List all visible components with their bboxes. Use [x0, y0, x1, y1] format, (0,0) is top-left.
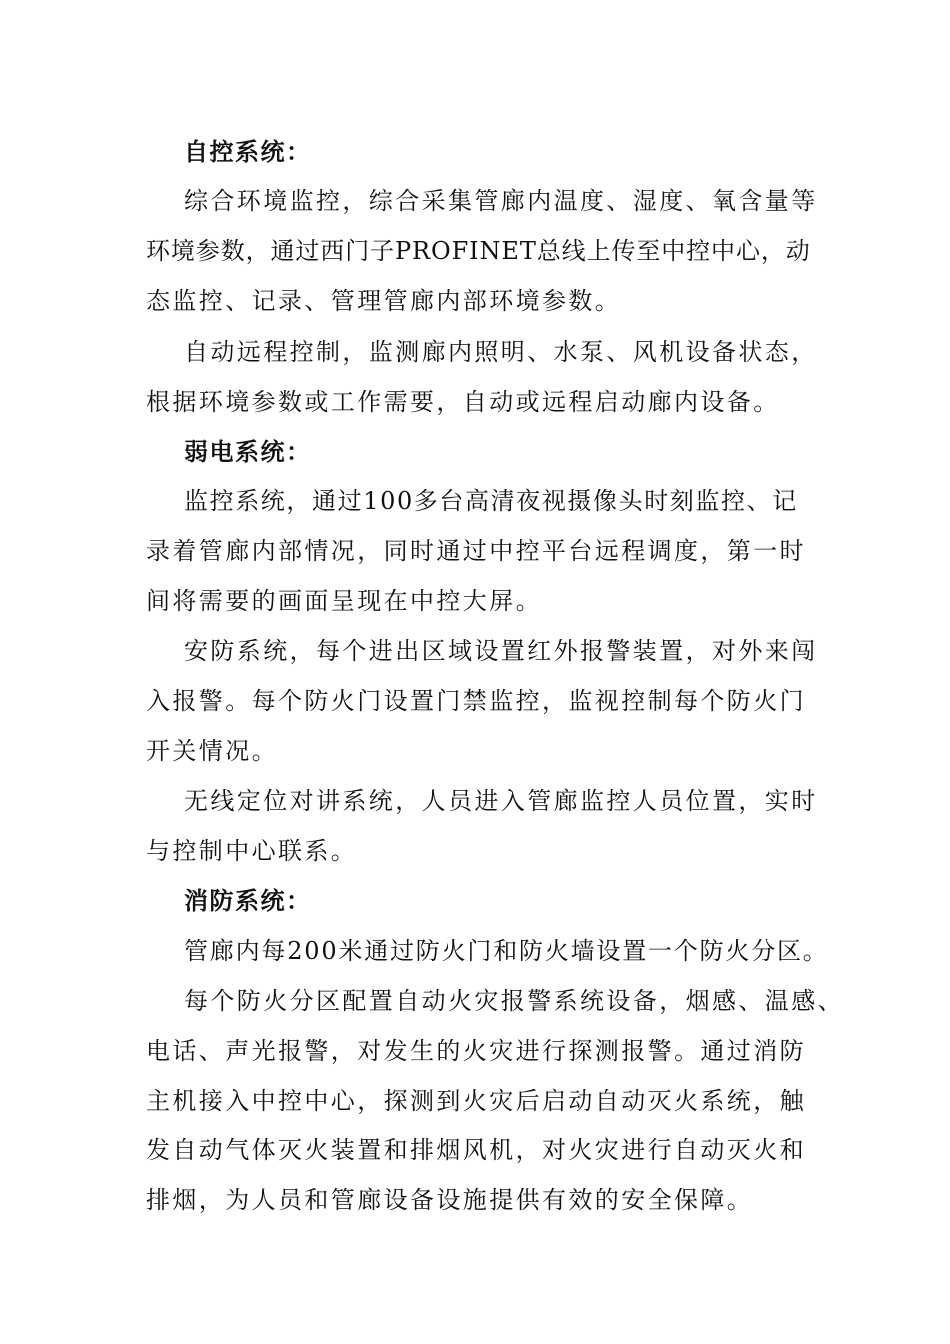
paragraph-line: 开关情况。 [146, 737, 278, 765]
paragraph-line: 录着管廊内部情况，同时通过中控平台远程调度，第一时 [146, 537, 806, 565]
paragraph-line: 发自动气体灭火装置和排烟风机，对火灾进行自动灭火和 [146, 1136, 806, 1164]
section-heading-weak-current: 弱电系统： [184, 438, 312, 466]
paragraph-line: 安防系统，每个进出区域设置红外报警装置，对外来闯 [184, 637, 818, 665]
paragraph-line: 根据环境参数或工作需要，自动或远程启动廊内设备。 [146, 388, 780, 416]
section-heading-autocontrol: 自控系统： [184, 138, 312, 166]
paragraph-line: 排烟，为人员和管廊设备设施提供有效的安全保障。 [146, 1186, 754, 1214]
paragraph-line: 入报警。每个防火门设置门禁监控，监视控制每个防火门 [146, 687, 806, 715]
paragraph-line: 与控制中心联系。 [146, 837, 358, 865]
paragraph-line: 主机接入中控中心，探测到火灾后启动自动灭火系统，触 [146, 1087, 806, 1115]
paragraph-line: 态监控、记录、管理管廊内部环境参数。 [146, 287, 622, 315]
paragraph-line: 监控系统，通过100多台高清夜视摄像头时刻监控、记 [184, 487, 798, 515]
paragraph-line: 间将需要的画面呈现在中控大屏。 [146, 587, 542, 615]
paragraph-line: 环境参数，通过西门子PROFINET总线上传至中控中心，动 [146, 237, 811, 265]
paragraph-line: 电话、声光报警，对发生的火灾进行探测报警。通过消防 [146, 1037, 806, 1065]
section-heading-fire-protection: 消防系统： [184, 887, 312, 915]
paragraph-line: 自动远程控制，监测廊内照明、水泵、风机设备状态， [184, 338, 818, 366]
paragraph-line: 管廊内每200米通过防火门和防火墙设置一个防火分区。 [184, 937, 829, 965]
paragraph-line: 无线定位对讲系统，人员进入管廊监控人员位置，实时 [184, 787, 818, 815]
paragraph-line: 每个防火分区配置自动火灾报警系统设备，烟感、温感、 [184, 987, 844, 1015]
paragraph-line: 综合环境监控，综合采集管廊内温度、湿度、氧含量等 [184, 187, 818, 215]
